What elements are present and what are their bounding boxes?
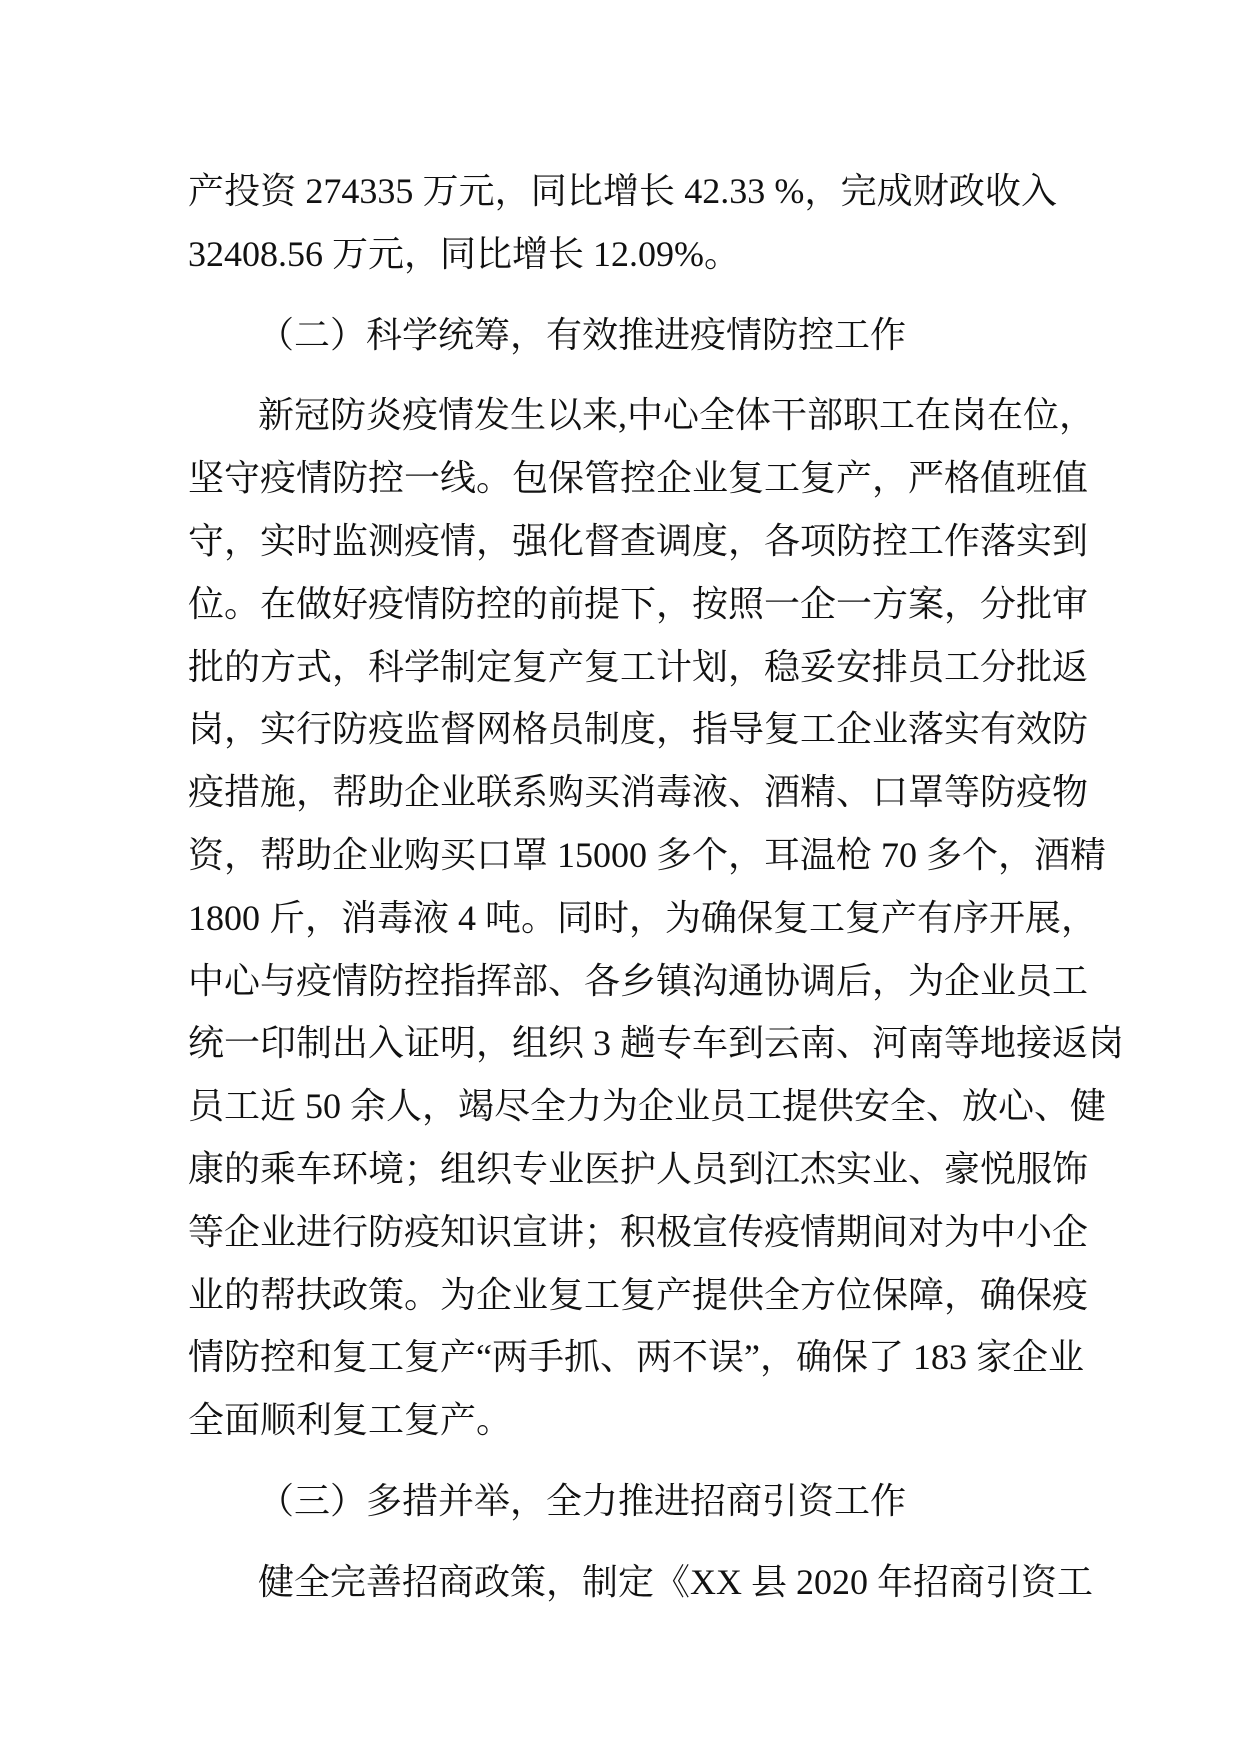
- text-line: 中心与疫情防控指挥部、各乡镇沟通协调后，为企业员工: [188, 960, 1089, 1001]
- intro-paragraph-tail: [188, 160, 1057, 286]
- text-line: 统一印制出入证明，组织 3 趟专车到云南、河南等地接返岗: [188, 1023, 1125, 1064]
- text-line: 岗，实行防疫监督网格员制度，指导复工企业落实有效防: [188, 709, 1089, 750]
- text-line: 疫措施，帮助企业联系购买消毒液、酒精、口罩等防疫物: [188, 772, 1089, 813]
- text-line: 位。在做好疫情防控的前提下，按照一企一方案，分批审: [188, 583, 1089, 624]
- text-line: 情防控和复工复产“两手抓、两不误”，确保了 183 家企业: [188, 1337, 1084, 1378]
- text-line: 1800 斤，消毒液 4 吨。同时，为确保复工复产有序开展，: [188, 897, 1098, 938]
- section-3-paragraph: [188, 1551, 1093, 1614]
- text-line: 健全完善招商政策，制定《XX 县 2020 年招商引资工: [258, 1561, 1093, 1602]
- text-line: 新冠防炎疫情发生以来,中心全体干部职工在岗在位，: [258, 395, 1096, 436]
- text-line: 员工近 50 余人，竭尽全力为企业员工提供安全、放心、健: [188, 1086, 1107, 1127]
- text-line: 坚守疫情防控一线。包保管控企业复工复产，严格值班值: [188, 458, 1089, 499]
- section-heading: （二）科学统筹，有效推进疫情防控工作: [258, 314, 907, 355]
- text-line: 32408.56 万元，同比增长 12.09%。: [188, 233, 740, 274]
- text-line: 守，实时监测疫情，强化督查调度，各项防控工作落实到: [188, 520, 1089, 561]
- section-heading-2: [188, 304, 1057, 367]
- text-line: 康的乘车环境；组织专业医护人员到江杰实业、豪悦服饰: [188, 1148, 1089, 1189]
- text-line: 等企业进行防疫知识宣讲；积极宣传疫情期间对为中小企: [188, 1211, 1089, 1252]
- text-line: 资，帮助企业购买口罩 15000 多个，耳温枪 70 多个，酒精: [188, 834, 1107, 875]
- text-line: 批的方式，科学制定复产复工计划，稳妥安排员工分批返: [188, 646, 1089, 687]
- section-heading-3: [188, 1470, 1057, 1533]
- section-2-paragraph: [188, 384, 1125, 1452]
- text-line: 业的帮扶政策。为企业复工复产提供全方位保障，确保疫: [188, 1274, 1089, 1315]
- document-body: [188, 160, 1125, 1614]
- section-heading: （三）多措并举，全力推进招商引资工作: [258, 1480, 907, 1521]
- text-line: 全面顺利复工复产。: [188, 1400, 513, 1441]
- text-line: 产投资 274335 万元，同比增长 42.33 %，完成财政收入: [188, 171, 1057, 211]
